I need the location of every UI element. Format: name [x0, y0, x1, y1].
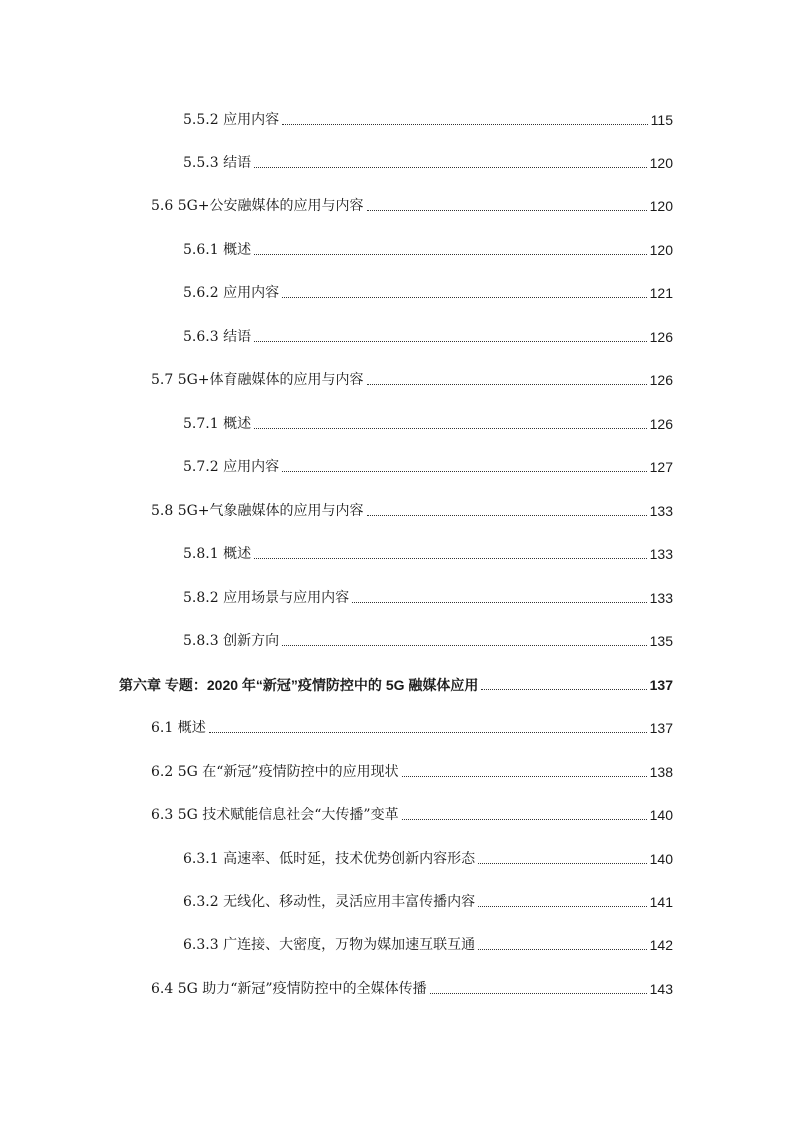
toc-entry-page: 133: [649, 546, 673, 562]
toc-entry-5-8-3[interactable]: [183, 627, 673, 651]
dot-leader: [209, 731, 647, 733]
toc-entry-5-7-2[interactable]: [183, 453, 673, 477]
toc-entry-label: 5.6.2 应用内容: [183, 285, 280, 301]
toc-entry-5-5-2[interactable]: [183, 106, 673, 130]
toc-entry-page: 140: [649, 807, 673, 823]
dot-leader: [402, 818, 647, 820]
dot-leader: [254, 166, 647, 168]
dot-leader: [478, 948, 647, 950]
toc-entry-5-7[interactable]: [151, 366, 673, 390]
toc-entry-page: 142: [649, 937, 673, 953]
dot-leader: [254, 253, 647, 255]
toc-entry-label: 6.3.2 无线化、移动性，灵活应用丰富传播内容: [183, 894, 476, 910]
dot-leader: [282, 296, 647, 298]
toc-entry-5-8-1[interactable]: [183, 540, 673, 564]
toc-entry-label: 5.8.1 概述: [183, 546, 252, 562]
dot-leader: [254, 557, 647, 559]
toc-entry-5-8[interactable]: [151, 497, 673, 521]
dot-leader: [367, 383, 647, 385]
toc-entry-page: 137: [649, 677, 673, 693]
toc-entry-label: 5.6.1 概述: [183, 242, 252, 258]
toc-entry-page: 121: [649, 285, 673, 301]
toc-entry-page: 140: [649, 851, 673, 867]
toc-entry-6-1[interactable]: [151, 714, 673, 738]
toc-entry-page: 143: [649, 981, 673, 997]
toc-entry-5-6[interactable]: [151, 192, 673, 216]
dot-leader: [478, 862, 647, 864]
toc-entry-label: 5.7 5G+体育融媒体的应用与内容: [151, 372, 364, 388]
toc-entry-6-2[interactable]: [151, 758, 673, 782]
toc-entry-page: 141: [649, 894, 673, 910]
toc-chapter-6[interactable]: [119, 671, 673, 695]
dot-leader: [254, 340, 647, 342]
toc-entry-6-3-1[interactable]: [183, 845, 673, 869]
toc-entry-5-7-1[interactable]: [183, 410, 673, 434]
toc-entry-page: 127: [649, 459, 673, 475]
toc-entry-6-3-2[interactable]: [183, 888, 673, 912]
toc-entry-page: 137: [649, 720, 673, 736]
toc-entry-5-8-2[interactable]: [183, 584, 673, 608]
toc-entry-5-6-2[interactable]: [183, 279, 673, 303]
toc-entry-page: 126: [649, 416, 673, 432]
toc-entry-label: 5.8.2 应用场景与应用内容: [183, 590, 350, 606]
toc-entry-page: 133: [649, 590, 673, 606]
dot-leader: [367, 514, 647, 516]
toc-entry-page: 120: [649, 242, 673, 258]
dot-leader: [478, 905, 647, 907]
toc-entry-label: 5.8 5G+气象融媒体的应用与内容: [151, 503, 364, 519]
dot-leader: [430, 992, 647, 994]
toc-entry-label: 6.1 概述: [151, 720, 206, 736]
toc-entry-page: 120: [649, 155, 673, 171]
toc-entry-label: 5.8.3 创新方向: [183, 633, 280, 649]
toc-entry-label: 6.3.3 广连接、大密度，万物为媒加速互联互通: [183, 937, 476, 953]
toc-entry-label: 第六章 专题：2020 年“新冠”疫情防控中的 5G 融媒体应用: [119, 677, 479, 693]
toc-entry-page: 126: [649, 329, 673, 345]
toc-entry-page: 133: [649, 503, 673, 519]
toc-entry-label: 5.6.3 结语: [183, 329, 252, 345]
dot-leader: [352, 601, 647, 603]
dot-leader: [282, 123, 648, 125]
toc-entry-6-3-3[interactable]: [183, 931, 673, 955]
dot-leader: [282, 644, 647, 646]
toc-entry-label: 5.5.2 应用内容: [183, 112, 280, 128]
toc-entry-label: 5.5.3 结语: [183, 155, 252, 171]
dot-leader: [282, 470, 647, 472]
toc-entry-label: 6.2 5G 在“新冠”疫情防控中的应用现状: [151, 764, 399, 780]
toc-entry-page: 120: [649, 198, 673, 214]
toc-entry-label: 6.3.1 高速率、低时延，技术优势创新内容形态: [183, 851, 476, 867]
toc-entry-label: 5.6 5G+公安融媒体的应用与内容: [151, 198, 364, 214]
toc-entry-5-6-1[interactable]: [183, 236, 673, 260]
dot-leader: [481, 688, 646, 690]
dot-leader: [367, 209, 647, 211]
dot-leader: [402, 775, 647, 777]
toc-entry-5-5-3[interactable]: [183, 149, 673, 173]
toc-entry-page: 115: [650, 112, 673, 128]
dot-leader: [254, 427, 647, 429]
toc-entry-label: 6.3 5G 技术赋能信息社会“大传播”变革: [151, 807, 399, 823]
toc-entry-5-6-3[interactable]: [183, 323, 673, 347]
toc-entry-page: 126: [649, 372, 673, 388]
toc-entry-6-4[interactable]: [151, 975, 673, 999]
toc-entry-6-3[interactable]: [151, 801, 673, 825]
toc-entry-label: 5.7.1 概述: [183, 416, 252, 432]
toc-entry-label: 5.7.2 应用内容: [183, 459, 280, 475]
toc-entry-page: 135: [649, 633, 673, 649]
toc-entry-label: 6.4 5G 助力“新冠”疫情防控中的全媒体传播: [151, 981, 427, 997]
toc-entry-page: 138: [649, 764, 673, 780]
